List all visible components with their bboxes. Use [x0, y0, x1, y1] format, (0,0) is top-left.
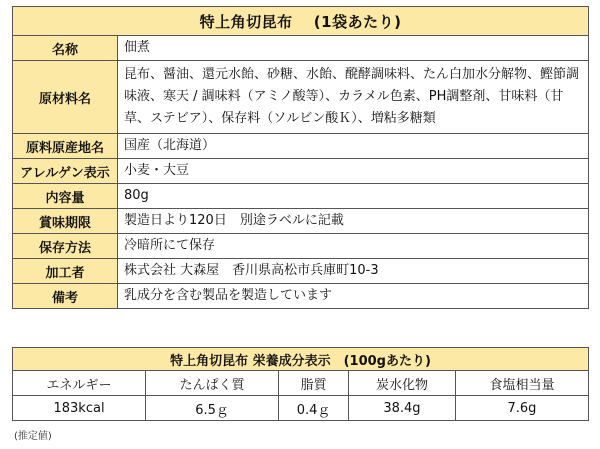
spec-label-origin: 原料原産地名	[13, 134, 118, 159]
estimate-note: (推定値)	[14, 431, 52, 442]
spec-title: 特上角切昆布 (1袋あたり)	[13, 7, 589, 36]
spec-label-ingredients: 原材料名	[13, 61, 118, 134]
nutrition-val-energy: 183kcal	[13, 396, 146, 421]
nutrition-val-protein: 6.5ｇ	[146, 396, 279, 421]
nutrition-col-fat: 脂質	[279, 371, 349, 396]
spec-value-origin: 国産（北海道）	[118, 134, 589, 159]
nutrition-title: 特上角切昆布 栄養成分表示 (100gあたり)	[13, 348, 589, 371]
nutrition-col-protein: たんぱく質	[146, 371, 279, 396]
spec-value-name: 佃煮	[118, 36, 589, 61]
spec-value-ingredients: 昆布、醤油、還元水飴、砂糖、水飴、醗酵調味料、たん白加水分解物、鰹節調味液、寒天 / 調味料（アミノ酸等）、カラメル色素、PH調整剤、甘味料（甘草、ステビア）、保存料（ソルビン酸Ｋ）、増粘多糖類	[118, 61, 589, 134]
spec-label-remarks: 備考	[13, 284, 118, 309]
nutrition-col-salt: 食塩相当量	[455, 371, 588, 396]
spec-value-allergen: 小麦・大豆	[118, 159, 589, 184]
spec-label-allergen: アレルゲン表示	[13, 159, 118, 184]
spec-label-quantity: 内容量	[13, 184, 118, 209]
spec-label-processor: 加工者	[13, 259, 118, 284]
product-spec-table	[12, 6, 589, 309]
spec-value-expiry: 製造日より120日 別途ラベルに記載	[118, 209, 589, 234]
nutrition-val-fat: 0.4ｇ	[279, 396, 349, 421]
nutrition-val-carbohydrate: 38.4g	[349, 396, 456, 421]
spec-label-name: 名称	[13, 36, 118, 61]
spec-label-storage: 保存方法	[13, 234, 118, 259]
nutrition-table	[12, 347, 589, 421]
spec-value-processor: 株式会社 大森屋 香川県高松市兵庫町10-3	[118, 259, 589, 284]
spec-value-quantity: 80g	[118, 184, 589, 209]
spec-value-remarks: 乳成分を含む製品を製造しています	[118, 284, 589, 309]
nutrition-col-carbohydrate: 炭水化物	[349, 371, 456, 396]
spec-value-storage: 冷暗所にて保存	[118, 234, 589, 259]
nutrition-col-energy: エネルギー	[13, 371, 146, 396]
spec-label-expiry: 賞味期限	[13, 209, 118, 234]
nutrition-val-salt: 7.6g	[455, 396, 588, 421]
